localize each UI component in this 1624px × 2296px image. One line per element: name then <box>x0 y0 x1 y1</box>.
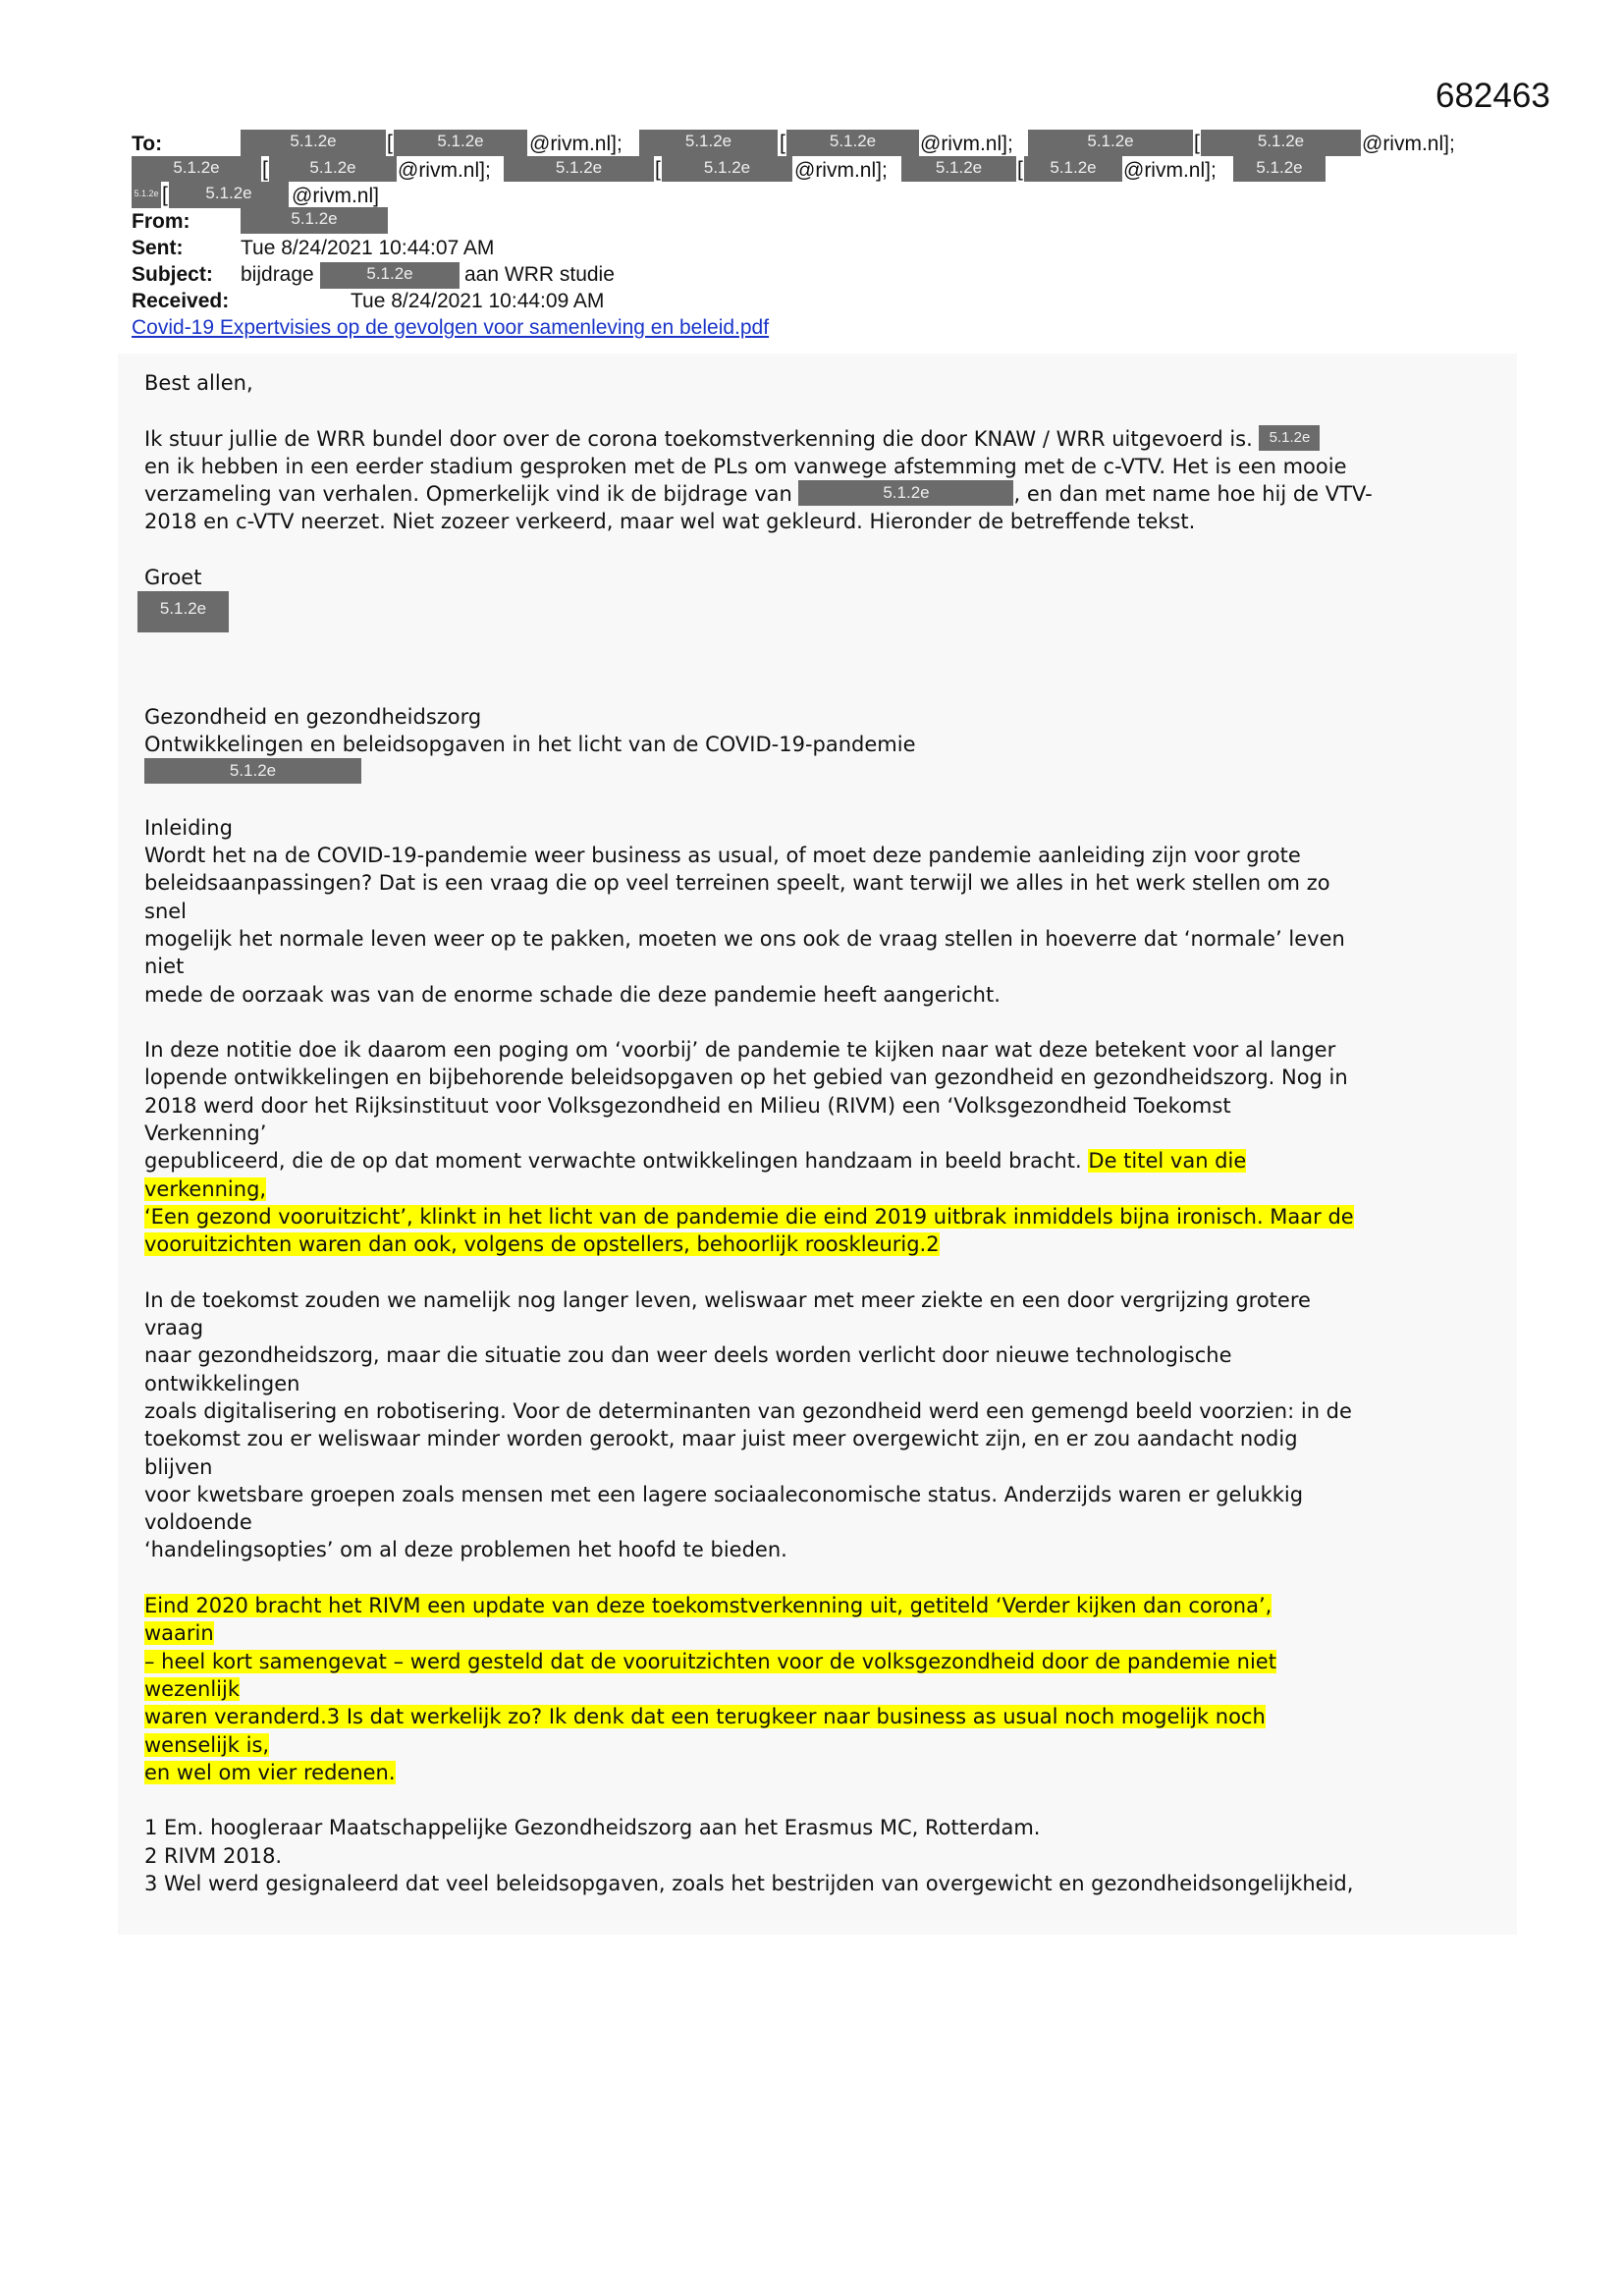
body-text: lopende ontwikkelingen en bijbehorende beleidsopgaven op het gebied van gezondheid en gezondheidszorg. Nog in <box>144 1066 1348 1090</box>
body-line <box>144 1036 1373 1064</box>
body-line <box>144 453 1373 480</box>
body-text: mogelijk het normale leven weer op te pakken, moeten we ons ook de vraag stellen in hoeverre dat ‘normale’ leven <box>144 926 1345 951</box>
body-text: beleidsaanpassingen? Dat is een vraag die op veel terreinen speelt, want terwijl we alles in het werk stellen om zo <box>144 871 1330 896</box>
redaction: 5.1.2e <box>798 480 1013 506</box>
recipient-domain: @rivm.nl]; <box>920 133 1013 155</box>
redaction: 5.1.2e <box>394 130 527 156</box>
body-line <box>144 814 1373 842</box>
to-label: To: <box>132 133 163 155</box>
highlighted-text: waarin <box>144 1621 214 1646</box>
received-label: Received: <box>132 290 230 312</box>
body-text: In de toekomst zouden we namelijk nog langer leven, weliswaar met meer ziekte en een door vergrijzing grotere <box>144 1287 1311 1312</box>
body-line <box>144 842 1373 869</box>
blank-line <box>144 397 1373 424</box>
body-line <box>144 1870 1373 1897</box>
blank-line <box>144 1009 1373 1036</box>
redaction: 5.1.2e <box>1024 156 1122 182</box>
subject-prefix: bijdrage <box>241 263 314 286</box>
body-text: gepubliceerd, die de op dat moment verwachte ontwikkelingen handzaam in beeld bracht. <box>144 1149 1089 1174</box>
recipient-domain: @rivm.nl]; <box>1362 133 1455 155</box>
body-text: voldoende <box>144 1510 252 1535</box>
body-text: , en dan met name hoe hij de VTV- <box>1013 482 1373 507</box>
bracket: [ <box>387 132 393 154</box>
redaction: 5.1.2e <box>132 156 261 182</box>
body-line <box>144 1453 1373 1481</box>
body-text: verzameling van verhalen. Opmerkelijk vind ik de bijdrage van <box>144 482 799 507</box>
blank-line <box>144 675 1373 702</box>
body-line <box>144 869 1373 897</box>
body-line <box>144 1508 1373 1536</box>
bracket: [ <box>1017 158 1023 181</box>
body-line <box>144 1286 1373 1314</box>
body-text: ontwikkelingen <box>144 1371 300 1395</box>
highlighted-text: – heel kort samengevat – werd gesteld dat de vooruitzichten voor de volksgezondheid door de pandemie niet <box>144 1649 1276 1673</box>
body-line <box>144 480 1373 508</box>
body-text: blijven <box>144 1454 213 1479</box>
blank-line <box>144 1259 1373 1286</box>
highlighted-text: ‘Een gezond vooruitzicht’, klinkt in het licht van de pandemie die eind 2019 uitbrak inmiddels bijna ironisch. Maar de <box>144 1204 1354 1229</box>
redaction: 5.1.2e <box>132 182 161 208</box>
body-text: 2 RIVM 2018. <box>144 1843 283 1868</box>
recipient-domain: @rivm.nl] <box>292 185 379 207</box>
body-line <box>144 1619 1373 1647</box>
body-line <box>144 1064 1373 1091</box>
body-line <box>144 758 1373 786</box>
body-text: 3 Wel werd gesignaleerd dat veel beleidsopgaven, zoals het bestrijden van overgewicht en gezondheidsongelijkheid, <box>144 1872 1354 1896</box>
body-line <box>144 508 1373 535</box>
highlighted-text: en wel om vier redenen. <box>144 1760 396 1784</box>
body-text: voor kwetsbare groepen zoals mensen met een lagere sociaaleconomische status. Anderzijds waren er gelukkig <box>144 1482 1304 1506</box>
attachment-link[interactable]: Covid-19 Expertvisies op de gevolgen voor samenleving en beleid.pdf <box>132 316 770 339</box>
body-line <box>144 564 1373 591</box>
body-line <box>144 1175 1373 1203</box>
redaction: 5.1.2e <box>639 130 778 156</box>
body-text: Ik stuur jullie de WRR bundel door over de corona toekomstverkenning die door KNAW / WRR uitgevoerd is. <box>144 426 1260 451</box>
body-text: 2018 en c-VTV neerzet. Niet zozeer verkeerd, maar wel wat gekleurd. Hieronder de betreffende tekst. <box>144 510 1196 534</box>
sent-value: Tue 8/24/2021 10:44:07 AM <box>241 237 495 259</box>
bracket: [ <box>262 158 268 181</box>
bracket: [ <box>655 158 661 181</box>
highlighted-text: Eind 2020 bracht het RIVM een update van deze toekomstverkenning uit, getiteld ‘Verder kijken dan corona’, <box>144 1594 1272 1618</box>
redaction: 5.1.2e <box>144 758 361 784</box>
redaction: 5.1.2e <box>1259 425 1320 451</box>
recipient-domain: @rivm.nl]; <box>1123 159 1217 182</box>
body-line <box>144 591 1373 619</box>
subject-redaction: 5.1.2e <box>320 262 460 289</box>
bracket: [ <box>780 132 785 154</box>
highlighted-text: verkenning, <box>144 1176 267 1201</box>
sent-label: Sent: <box>132 237 184 259</box>
body-line <box>144 1759 1373 1786</box>
redaction: 5.1.2e <box>786 130 919 156</box>
body-line <box>144 731 1373 758</box>
body-line <box>144 925 1373 953</box>
body-text: 1 Em. hoogleraar Maatschappelijke Gezondheidszorg aan het Erasmus MC, Rotterdam. <box>144 1816 1041 1840</box>
document-number: 682463 <box>1435 77 1550 115</box>
body-line <box>144 1147 1373 1175</box>
sender-redaction: 5.1.2e <box>241 207 388 234</box>
body-text: 2018 werd door het Rijksinstituut voor Volksgezondheid en Milieu (RIVM) een ‘Volksgezondheid Toekomst <box>144 1093 1231 1118</box>
body-text: snel <box>144 899 188 923</box>
blank-line <box>144 647 1373 675</box>
body-line <box>144 1675 1373 1703</box>
body-text: mede de oorzaak was van de enorme schade die deze pandemie heeft aangericht. <box>144 982 1001 1007</box>
body-line <box>144 1230 1373 1258</box>
body-text: In deze notitie doe ik daarom een poging om ‘voorbij’ de pandemie te kijken naar wat deze betekent voor al langer <box>144 1038 1336 1063</box>
body-line <box>144 1203 1373 1230</box>
body-text: Groet <box>144 566 202 590</box>
body-text: Verkenning’ <box>144 1121 267 1146</box>
blank-line <box>144 620 1373 647</box>
body-line <box>144 1314 1373 1341</box>
body-line <box>144 703 1373 731</box>
body-line <box>144 898 1373 925</box>
body-line <box>144 981 1373 1009</box>
body-line <box>144 1648 1373 1675</box>
recipient-domain: @rivm.nl]; <box>529 133 623 155</box>
blank-line <box>144 536 1373 564</box>
redaction: 5.1.2e <box>1233 156 1326 182</box>
body-text: Best allen, <box>144 371 253 395</box>
body-text: zoals digitalisering en robotisering. Voor de determinanten van gezondheid werd een gemengd beeld voorzien: in de <box>144 1398 1352 1423</box>
body-text: Wordt het na de COVID-19-pandemie weer business as usual, of moet deze pandemie aanleiding zijn voor grote <box>144 844 1301 868</box>
recipient-domain: @rivm.nl]; <box>794 159 888 182</box>
body-text: ‘handelingsopties’ om al deze problemen het hoofd te bieden. <box>144 1538 787 1562</box>
blank-line <box>144 1786 1373 1814</box>
body-line <box>144 369 1373 397</box>
body-line <box>144 1842 1373 1870</box>
body-text: naar gezondheidszorg, maar die situatie zou dan weer deels worden verlicht door nieuwe technologische <box>144 1343 1232 1368</box>
body-line <box>144 1092 1373 1120</box>
body-line <box>144 1592 1373 1619</box>
body-line <box>144 1814 1373 1841</box>
body-text: en ik hebben in een eerder stadium gesproken met de PLs om vanwege afstemming met de c-VTV. Het is een mooie <box>144 454 1347 478</box>
redaction: 5.1.2e <box>1028 130 1193 156</box>
body-line <box>144 1703 1373 1730</box>
body-line <box>144 1397 1373 1425</box>
highlighted-text: waren veranderd.3 Is dat werkelijk zo? Ik denk dat een terugkeer naar business as usual noch mogelijk noch <box>144 1705 1266 1729</box>
body-line <box>144 1731 1373 1759</box>
from-label: From: <box>132 210 190 233</box>
body-text: niet <box>144 955 185 979</box>
body-line <box>144 1425 1373 1452</box>
received-value: Tue 8/24/2021 10:44:09 AM <box>351 290 605 312</box>
blank-line <box>144 1564 1373 1592</box>
blank-line <box>144 786 1373 813</box>
redaction: 5.1.2e <box>662 156 792 182</box>
highlighted-text: vooruitzichten waren dan ook, volgens de opstellers, behoorlijk rooskleurig.2 <box>144 1232 940 1257</box>
recipient-domain: @rivm.nl]; <box>398 159 491 182</box>
redaction: 5.1.2e <box>269 156 397 182</box>
body-line <box>144 1536 1373 1563</box>
bracket: [ <box>1194 132 1200 154</box>
bracket: [ <box>162 184 168 206</box>
body-text: Ontwikkelingen en beleidsopgaven in het licht van de COVID-19-pandemie <box>144 732 916 756</box>
subject-suffix: aan WRR studie <box>464 263 615 286</box>
redaction: 5.1.2e <box>1201 130 1361 156</box>
highlighted-text: wezenlijk <box>144 1676 241 1701</box>
redaction: 5.1.2e <box>169 182 289 208</box>
body-text: vraag <box>144 1316 204 1340</box>
body-text: Inleiding <box>144 815 233 840</box>
redaction: 5.1.2e <box>504 156 654 182</box>
body-line <box>144 1341 1373 1369</box>
body-text: toekomst zou er weliswaar minder worden gerookt, maar juist meer overgewicht zijn, en er zou aandacht nodig <box>144 1427 1298 1451</box>
redaction: 5.1.2e <box>901 156 1016 182</box>
body-text: Gezondheid en gezondheidszorg <box>144 704 482 729</box>
body-line <box>144 1481 1373 1508</box>
redaction: 5.1.2e <box>137 591 229 632</box>
redaction: 5.1.2e <box>241 130 386 156</box>
body-line <box>144 1120 1373 1147</box>
subject-label: Subject: <box>132 263 213 286</box>
highlighted-text: wenselijk is, <box>144 1732 270 1757</box>
message-body <box>144 369 1373 1897</box>
body-line <box>144 1370 1373 1397</box>
body-line <box>144 425 1373 453</box>
highlighted-text: De titel van die <box>1088 1149 1247 1174</box>
body-line <box>144 953 1373 980</box>
